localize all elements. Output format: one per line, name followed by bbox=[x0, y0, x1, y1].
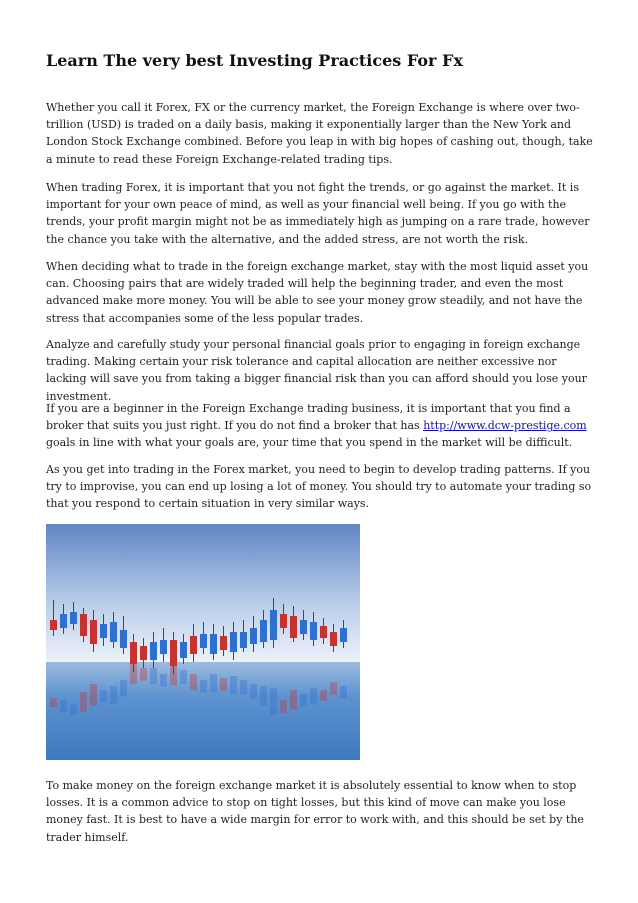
candlestick-body bbox=[160, 640, 167, 654]
candlestick-reflection bbox=[60, 700, 67, 713]
candlestick-body bbox=[80, 614, 87, 636]
candlestick-reflection bbox=[250, 684, 257, 698]
candlestick-reflection bbox=[330, 682, 337, 695]
candlestick-reflection bbox=[160, 674, 167, 687]
candlestick-body bbox=[70, 612, 77, 624]
candlestick-reflection bbox=[140, 668, 147, 681]
candlestick-reflection bbox=[240, 680, 247, 694]
paragraph-intro: Whether you call it Forex, FX or the currency market, the Foreign Exchange is where over two-trillion (USD) is traded on a daily basis, making it exponentially larger than the New York and London Stock Exchange combined. Before you leap in with big hopes of cashing out, though, take a minute to read these Foreign Exchange-related trading tips. bbox=[46, 101, 593, 166]
candlestick-reflection bbox=[150, 668, 157, 684]
paragraph-broker-text-after: goals in line with what your goals are, your time that you spend in the market will be difficult. bbox=[46, 436, 573, 450]
candlestick-body bbox=[170, 640, 177, 666]
candlestick-body bbox=[210, 634, 217, 654]
candlestick-body bbox=[90, 620, 97, 644]
paragraph-trends: When trading Forex, it is important that you not fight the trends, or go against the market. It is important for your own peace of mind, as well as your financial well being. If you go with the trends, your profit margin might not be as immediately high as jumping on a rare trade, however the chance you take with the alternative, and the added stress, are not worth the risk. bbox=[46, 181, 590, 246]
candlestick-reflection bbox=[70, 704, 77, 715]
candlestick-reflection bbox=[120, 680, 127, 696]
candlestick-body bbox=[310, 622, 317, 640]
candlestick-reflection bbox=[110, 686, 117, 704]
candlestick-reflection bbox=[280, 700, 287, 713]
candlestick-reflection bbox=[90, 684, 97, 706]
paragraph-broker bbox=[46, 400, 598, 452]
paragraph-broker-text-before: If you are a beginner in the Foreign Exchange trading business, it is important that you find a broker that suits you just right. If you do not find a broker that has bbox=[46, 402, 571, 433]
paragraph-stop-losses: To make money on the foreign exchange market it is absolutely essential to know when to stop losses. It is a common advice to stop on tight losses, but this kind of move can make you lose money fast. It is best to have a wide margin for error to work with, and this should be set by the trader himself. bbox=[46, 779, 584, 844]
candlestick-body bbox=[320, 626, 327, 638]
candlestick-body bbox=[220, 636, 227, 650]
candlestick-illustration bbox=[46, 524, 360, 760]
candlestick-body bbox=[150, 642, 157, 660]
candlestick-reflection bbox=[50, 698, 57, 707]
candlestick-reflection bbox=[310, 688, 317, 704]
paragraph-liquid-assets: When deciding what to trade in the foreign exchange market, stay with the most liquid asset you can. Choosing pairs that are widely traded will help the beginning trader, and even the most advanced make more money. You will be able to see your money grow steadily, and not have the stress that accompanies some of the less popular trades. bbox=[46, 260, 589, 325]
candlestick-reflection bbox=[100, 690, 107, 703]
candlestick-body bbox=[120, 630, 127, 648]
candlestick-body bbox=[330, 632, 337, 646]
candlestick-body bbox=[50, 620, 57, 630]
candlestick-body bbox=[290, 616, 297, 638]
candlestick-reflection bbox=[300, 694, 307, 707]
candlestick-reflection bbox=[230, 676, 237, 694]
candlestick-body bbox=[60, 614, 67, 628]
candlestick-body bbox=[180, 642, 187, 658]
candlestick-body bbox=[340, 628, 347, 642]
candlestick-reflection bbox=[210, 674, 217, 692]
candlestick-reflection bbox=[260, 686, 267, 706]
broker-link[interactable]: http://www.dcw-prestige.com bbox=[423, 419, 587, 433]
candlestick-body bbox=[140, 646, 147, 660]
water-surface bbox=[46, 662, 360, 760]
candlestick-body bbox=[190, 636, 197, 654]
candlestick-body bbox=[100, 624, 107, 638]
candlestick-body bbox=[280, 614, 287, 628]
candlestick-reflection bbox=[290, 690, 297, 710]
candlestick-body bbox=[130, 642, 137, 664]
forex-candlestick-image bbox=[46, 524, 360, 760]
candlestick-body bbox=[250, 628, 257, 644]
candlestick-body bbox=[240, 632, 247, 648]
candlestick-reflection bbox=[320, 690, 327, 701]
candlestick-reflection bbox=[220, 678, 227, 691]
candlestick-body bbox=[110, 622, 117, 642]
candlestick-reflection bbox=[190, 674, 197, 690]
paragraph-trading-patterns: As you get into trading in the Forex market, you need to begin to develop trading patterns. If you try to improvise, you can end up losing a lot of money. You should try to automate your trading so that you respond to certain situation in very similar ways. bbox=[46, 463, 592, 511]
candlestick-body bbox=[300, 620, 307, 634]
candlestick-reflection bbox=[80, 692, 87, 712]
candlestick-reflection bbox=[340, 686, 347, 699]
candlestick-body bbox=[270, 610, 277, 640]
candlestick-reflection bbox=[180, 670, 187, 684]
paragraph-financial-goals: Analyze and carefully study your personal financial goals prior to engaging in foreign exchange trading. Making certain your risk tolerance and capital allocation are neither excessive nor lacking will save you from taking a bigger financial risk than you can afford should you lose your investment. bbox=[46, 338, 587, 403]
candlestick-reflection bbox=[270, 688, 277, 715]
candlestick-body bbox=[230, 632, 237, 652]
page-title: Learn The very best Investing Practices For Fx bbox=[46, 51, 463, 70]
candlestick-body bbox=[200, 634, 207, 648]
candlestick-body bbox=[260, 620, 267, 642]
candlestick-reflection bbox=[200, 680, 207, 693]
